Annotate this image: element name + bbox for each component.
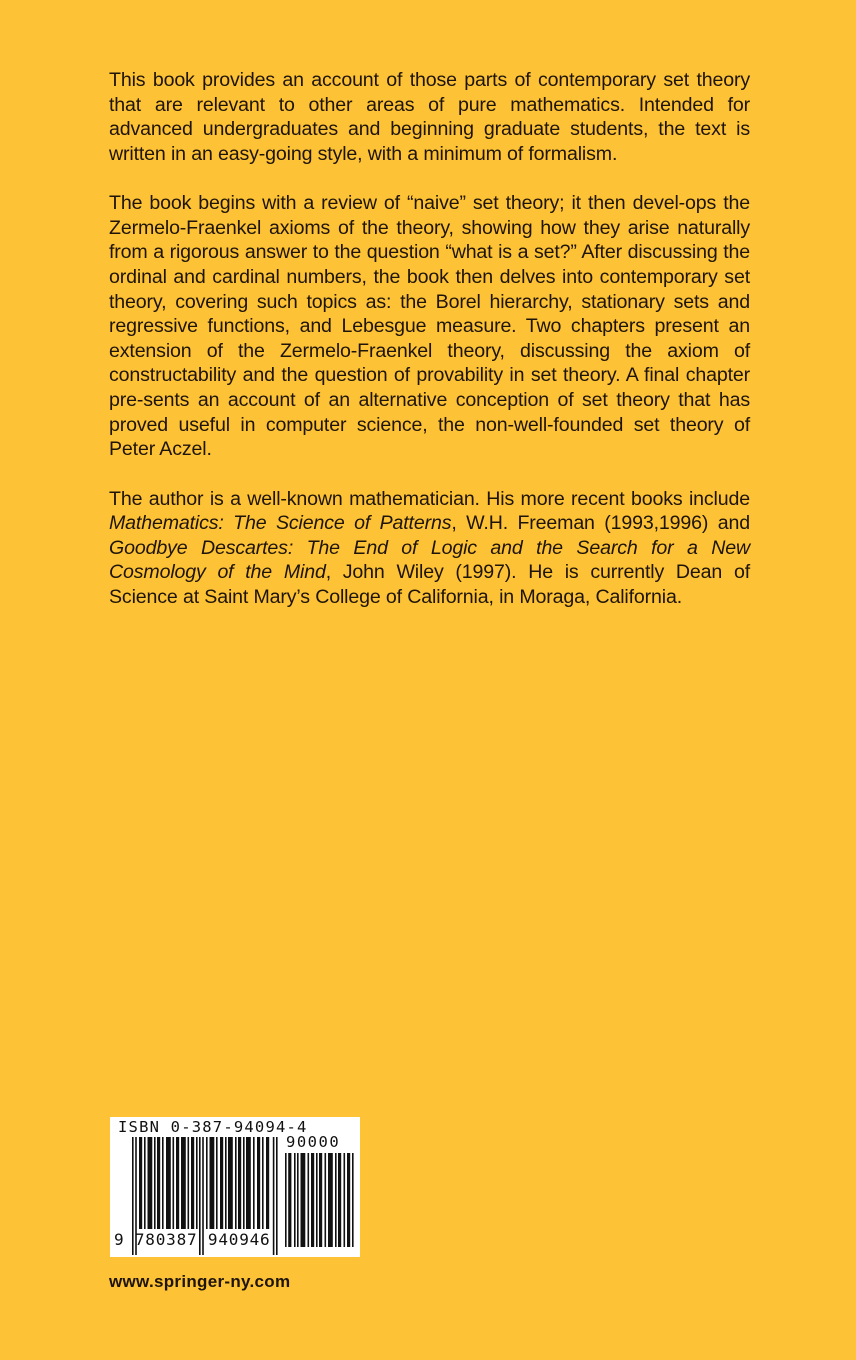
publisher-website: www.springer-ny.com <box>109 1272 291 1291</box>
book-title-patterns: Mathematics: The Science of Patterns <box>109 512 452 535</box>
author-text-2: , W.H. Freeman (1993,1996) and <box>451 512 751 535</box>
isbn-barcode <box>110 1117 360 1257</box>
book-title-descartes: Goodbye Descartes: The End of Logic and the Search for a New Cosmology of the Mind <box>109 536 750 584</box>
author-text-3: , John Wiley (1997). He is currently Dean of Science at Saint Mary’s College of California, in Moraga, California. <box>109 561 750 608</box>
isbn-label: ISBN 0-387-94094-4 <box>118 1118 308 1136</box>
blurb-paragraph-contents: The book begins with a review of “naive” set theory; it then devel-ops the Zermelo-Fraenkel axioms of the theory, showing how they arise naturally from a rigorous answer to the question “what is a set?” After discussing the ordinal and cardinal numbers, the book then delves into contemporary set theory, covering such topics as: the Borel hierarchy, stationary sets and regressive functions, and Lebesgue measure. Two chapters present an extension of the Zermelo-Fraenkel theory, discussing the axiom of constructability and the question of provability in set theory. A final chapter pre-sents an account of an alternative conception of set theory that has proved useful in computer science, the non-well-founded set theory of Peter Aczel. <box>109 192 750 461</box>
ean-digits: 9 780387 940946 <box>114 1230 271 1249</box>
author-text-1: The author is a well-known mathematician. His more recent books include <box>109 487 750 510</box>
blurb-paragraph-summary: This book provides an account of those parts of contemporary set theory that are relevant to other areas of pure mathematics. Intended for advanced undergraduates and beginning graduate students, the text is written in an easy-going style, with a minimum of formalism. <box>109 69 750 165</box>
price-barcode-bars-icon <box>285 1153 355 1247</box>
blurb-paragraph-author <box>109 487 750 610</box>
back-cover-blurb <box>109 68 750 634</box>
price-code: 90000 <box>286 1133 341 1151</box>
